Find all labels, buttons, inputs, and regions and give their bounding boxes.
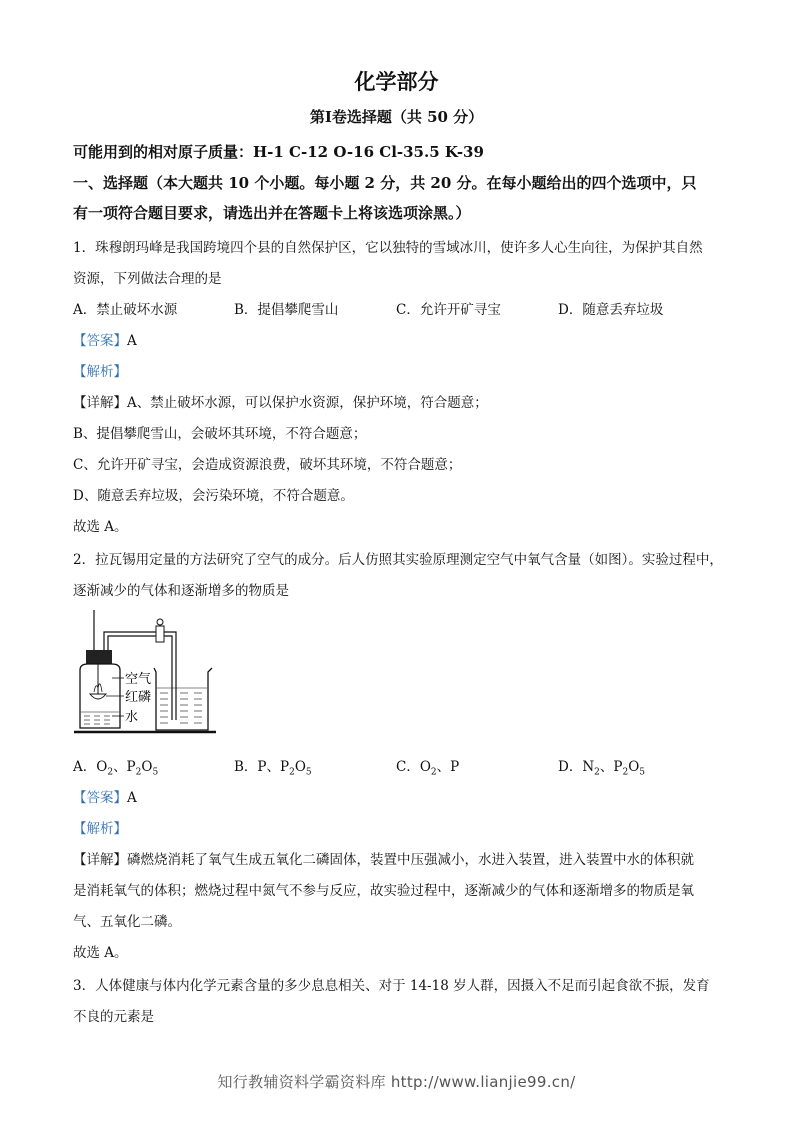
q2-stem-line2: 逐渐减少的气体和逐渐增多的物质是: [73, 583, 289, 599]
q2-option-c: C．$O_2$、P: [396, 759, 460, 778]
q1-conclusion: 故选 A。: [73, 519, 128, 535]
section-heading-line1: 一、选择题（本大题共 10 个小题。每小题 2 分，共 20 分。在每小题给出的四个选项中，只: [73, 174, 697, 192]
answer-tag: 【答案】: [73, 790, 127, 806]
jar-water: [81, 712, 119, 724]
q1-stem-line1: 1．珠穆朗玛峰是我国跨境四个县的自然保护区，它以独特的雪域冰川，使许多人心生向往，为保护其自然: [73, 240, 703, 256]
q1-answer: [73, 329, 137, 349]
q3-stem-line2: 不良的元素是: [73, 1009, 154, 1025]
q1-option-c: C．允许开矿寻宝: [396, 302, 501, 318]
clamp-knob: [157, 619, 163, 625]
q1-analysis-tag: 【解析】: [73, 364, 127, 380]
q1-detail-line1: [73, 391, 488, 411]
q1-detail-line4: D、随意丢弃垃圾，会污染环境，不符合题意。: [73, 488, 354, 504]
answer-tag: 【答案】: [73, 333, 127, 349]
q3-stem-line1: 3．人体健康与体内化学元素含量的多少息息相关、对于 14-18 岁人群，因摄入不足而引起食欲不振，发育: [73, 978, 710, 994]
q1-answer-value: A: [127, 333, 137, 349]
detail-tag: 【详解】: [73, 395, 127, 411]
clamp: [156, 626, 164, 642]
section-subtitle: 第Ⅰ卷选择题（共 50 分）: [309, 108, 484, 126]
footer-watermark[interactable]: 知行教辅资料学霸资料库 http://www.lianjie99.cn/: [217, 1073, 576, 1091]
atomic-masses: 可能用到的相对原子质量：H-1 C-12 O-16 Cl-35.5 K-39: [73, 143, 484, 161]
q2-option-b: B．P、$P_2O_5$: [234, 759, 312, 778]
q1-detail-text: A、禁止破坏水源，可以保护水资源，保护环境，符合题意；: [127, 395, 488, 411]
q2-detail-line3: 气、五氧化二磷。: [73, 914, 181, 930]
q2-answer: [73, 786, 137, 806]
q1-detail-line2: B、提倡攀爬雪山，会破坏其环境，不符合题意；: [73, 426, 367, 442]
stopper: [86, 650, 112, 664]
page-title: 化学部分: [354, 69, 439, 94]
q1-detail-line3: C、允许开矿寻宝，会造成资源浪费，破坏其环境，不符合题意；: [73, 457, 462, 473]
q2-option-d: D．$N_2$、$P_2O_5$: [558, 759, 646, 778]
beaker-water: [157, 688, 207, 723]
detail-tag: 【详解】: [73, 852, 127, 868]
q2-detail-line2: 是消耗氧气的体积；燃烧过程中氮气不参与反应，故实验过程中，逐渐减少的气体和逐渐增多的物质是氧: [73, 883, 694, 899]
label-air: 空气: [125, 672, 152, 687]
q2-answer-value: A: [127, 790, 137, 806]
q1-option-d: D．随意丢弃垃圾: [558, 302, 664, 318]
q2-analysis-tag: 【解析】: [73, 821, 127, 837]
experiment-apparatus-figure: [72, 608, 222, 736]
section-heading-line2: 有一项符合题目要求，请选出并在答题卡上将该选项涂黑。）: [73, 204, 471, 222]
q1-option-a: A．禁止破坏水源: [73, 302, 178, 318]
q1-option-b: B．提倡攀爬雪山: [234, 302, 339, 318]
q2-conclusion: 故选 A。: [73, 945, 128, 961]
q2-stem-line1: 2．拉瓦锡用定量的方法研究了空气的成分。后人仿照其实验原理测定空气中氧气含量（如图）。实验过程中，: [73, 552, 723, 568]
combustion-spoon: [90, 694, 106, 699]
label-phosphorus: 红磷: [125, 690, 152, 705]
q2-option-a: A．$O_2$、$P_2O_5$: [73, 759, 159, 778]
q2-detail-line1: [73, 848, 694, 868]
q2-detail-text: 磷燃烧消耗了氧气生成五氧化二磷固体，装置中压强减小，水进入装置，进入装置中水的体积就: [127, 852, 694, 868]
label-water: 水: [125, 710, 139, 725]
q1-stem-line2: 资源，下列做法合理的是: [73, 271, 222, 287]
